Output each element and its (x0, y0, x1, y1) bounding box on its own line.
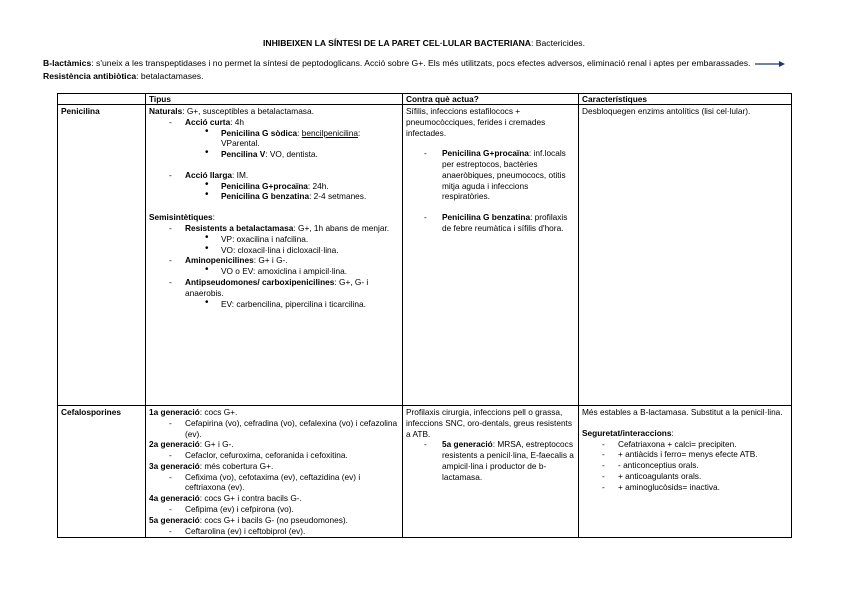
resistance-label: Resistència antibiòtica (43, 70, 137, 81)
cefalosporines-caract-cell: Més estables a B-lactamasa. Substitut a la penicil·lina. Seguretat/interaccions: - Cefatriaxona + calci= precipiten. - + antiàcids i ferro= menys efecte ATB. - - anticonceptius orals. - + anticoagulants orals. - + aminoglucòsids= inactiva. (579, 406, 792, 538)
document-title: INHIBEIXEN LA SÍNTESI DE LA PARET CEL·LULAR BACTERIANA: Bactericides. (263, 38, 585, 48)
table-row-penicilina (58, 105, 792, 406)
list-item: - + anticoagulants orals. (582, 471, 788, 482)
table-header-row (58, 94, 792, 105)
row-label-penicilina: Penicilina (58, 105, 146, 406)
intro-paragraph: B-lactàmics: s'uneix a les transpeptidases i no permet la síntesi de peptodoglicans. Acció sobre G+. Els més utilitzats, pocs efectes adversos, eliminació renal i aptes per embarassades. Resistència antibiòtica: betalactamases. (43, 57, 813, 83)
list-item: - + aminoglucòsids= inactiva. (582, 482, 788, 493)
antibiotics-table (57, 93, 792, 538)
header-caracteristiques: Característiques (579, 94, 792, 105)
list-item: - + antiàcids i ferro= menys efecte ATB. (582, 449, 788, 460)
arrow-right-icon (755, 60, 785, 68)
penicilina-contra-cell: Sífilis, infeccions estafilococs + pneumocòcciques, ferides i cremades infectades. - Penicilina G+procaïna: inf.locals per estreptocos, bactèries anaeròbiques, pneumococs, otitis mitja aguda i infeccions respiratòries. - Penicilina G benzatina: profilaxis de febre reumàtica i sífilis d'hora. (403, 105, 579, 406)
penicilina-caract-cell: Desbloquegen enzims antolítics (lisi cel·lular). (579, 105, 792, 406)
header-empty (58, 94, 146, 105)
cefalosporines-tipus-cell: 1a generació: cocs G+. - Cefapirina (vo), cefradina (vo), cefalexina (vo) i cefazolina (ev). 2a generació: G+ i G-. - Cefaclor, cefuroxima, ceforanida i cefoxitina. 3a generació: més cobertura G+. - Cefixima (vo), cefotaxima (ev), ceftazidina (ev) i ceftriaxona (ev). 4a generació: cocs G+ i contra bacils G-. - Cefipima (ev) i cefpirona (vo). 5a generació: cocs G+ i bacils G- (no pseudomones). - Ceftarolina (ev) i ceftobiprol (ev). (146, 406, 403, 538)
list-item: - - anticonceptius orals. (582, 460, 788, 471)
table-row-cefalosporines (58, 406, 792, 538)
penicilina-tipus-cell: Naturals: G+, susceptibles a betalactamasa. - Acció curta: 4h • Penicilina G sòdica: bencilpenicilina: VParental. • Pencilina V: VO, dentista. - Acció llarga: IM. • Penicilina G+procaïna: 24h. • Penicilina G benzatina: 2-4 setmanes. Semisintètiques: - Resistents a betalactamasa: G+, 1h abans de menjar. • VP: oxacilina i nafcilina. • VO: cloxacil·lina i dicloxacil·lina. - Aminopenicilines: G+ i G-. • VO o EV: amoxiclina i ampicil·lina. - Antipseudomones/ carboxipenicilines: G+, G- i anaerobis. • EV: carbencilina, pipercilina i ticarcilina. (146, 105, 403, 406)
header-contra: Contra què actua? (403, 94, 579, 105)
row-label-cefalosporines: Cefalosporines (58, 406, 146, 538)
list-item: - Cefatriaxona + calci= precipiten. (582, 439, 788, 450)
header-tipus: Tipus (146, 94, 403, 105)
cefalosporines-contra-cell: Profilaxis cirurgia, infeccions pell o grassa, infeccions SNC, oro-dentals, greus resistents a ATB. - 5a generació: MRSA, estreptococs resistents a penicil·lina, E-faecalis a ampicil·lina i productor de b-lactamasa. (403, 406, 579, 538)
intro-label: B-lactàmics (43, 58, 92, 68)
